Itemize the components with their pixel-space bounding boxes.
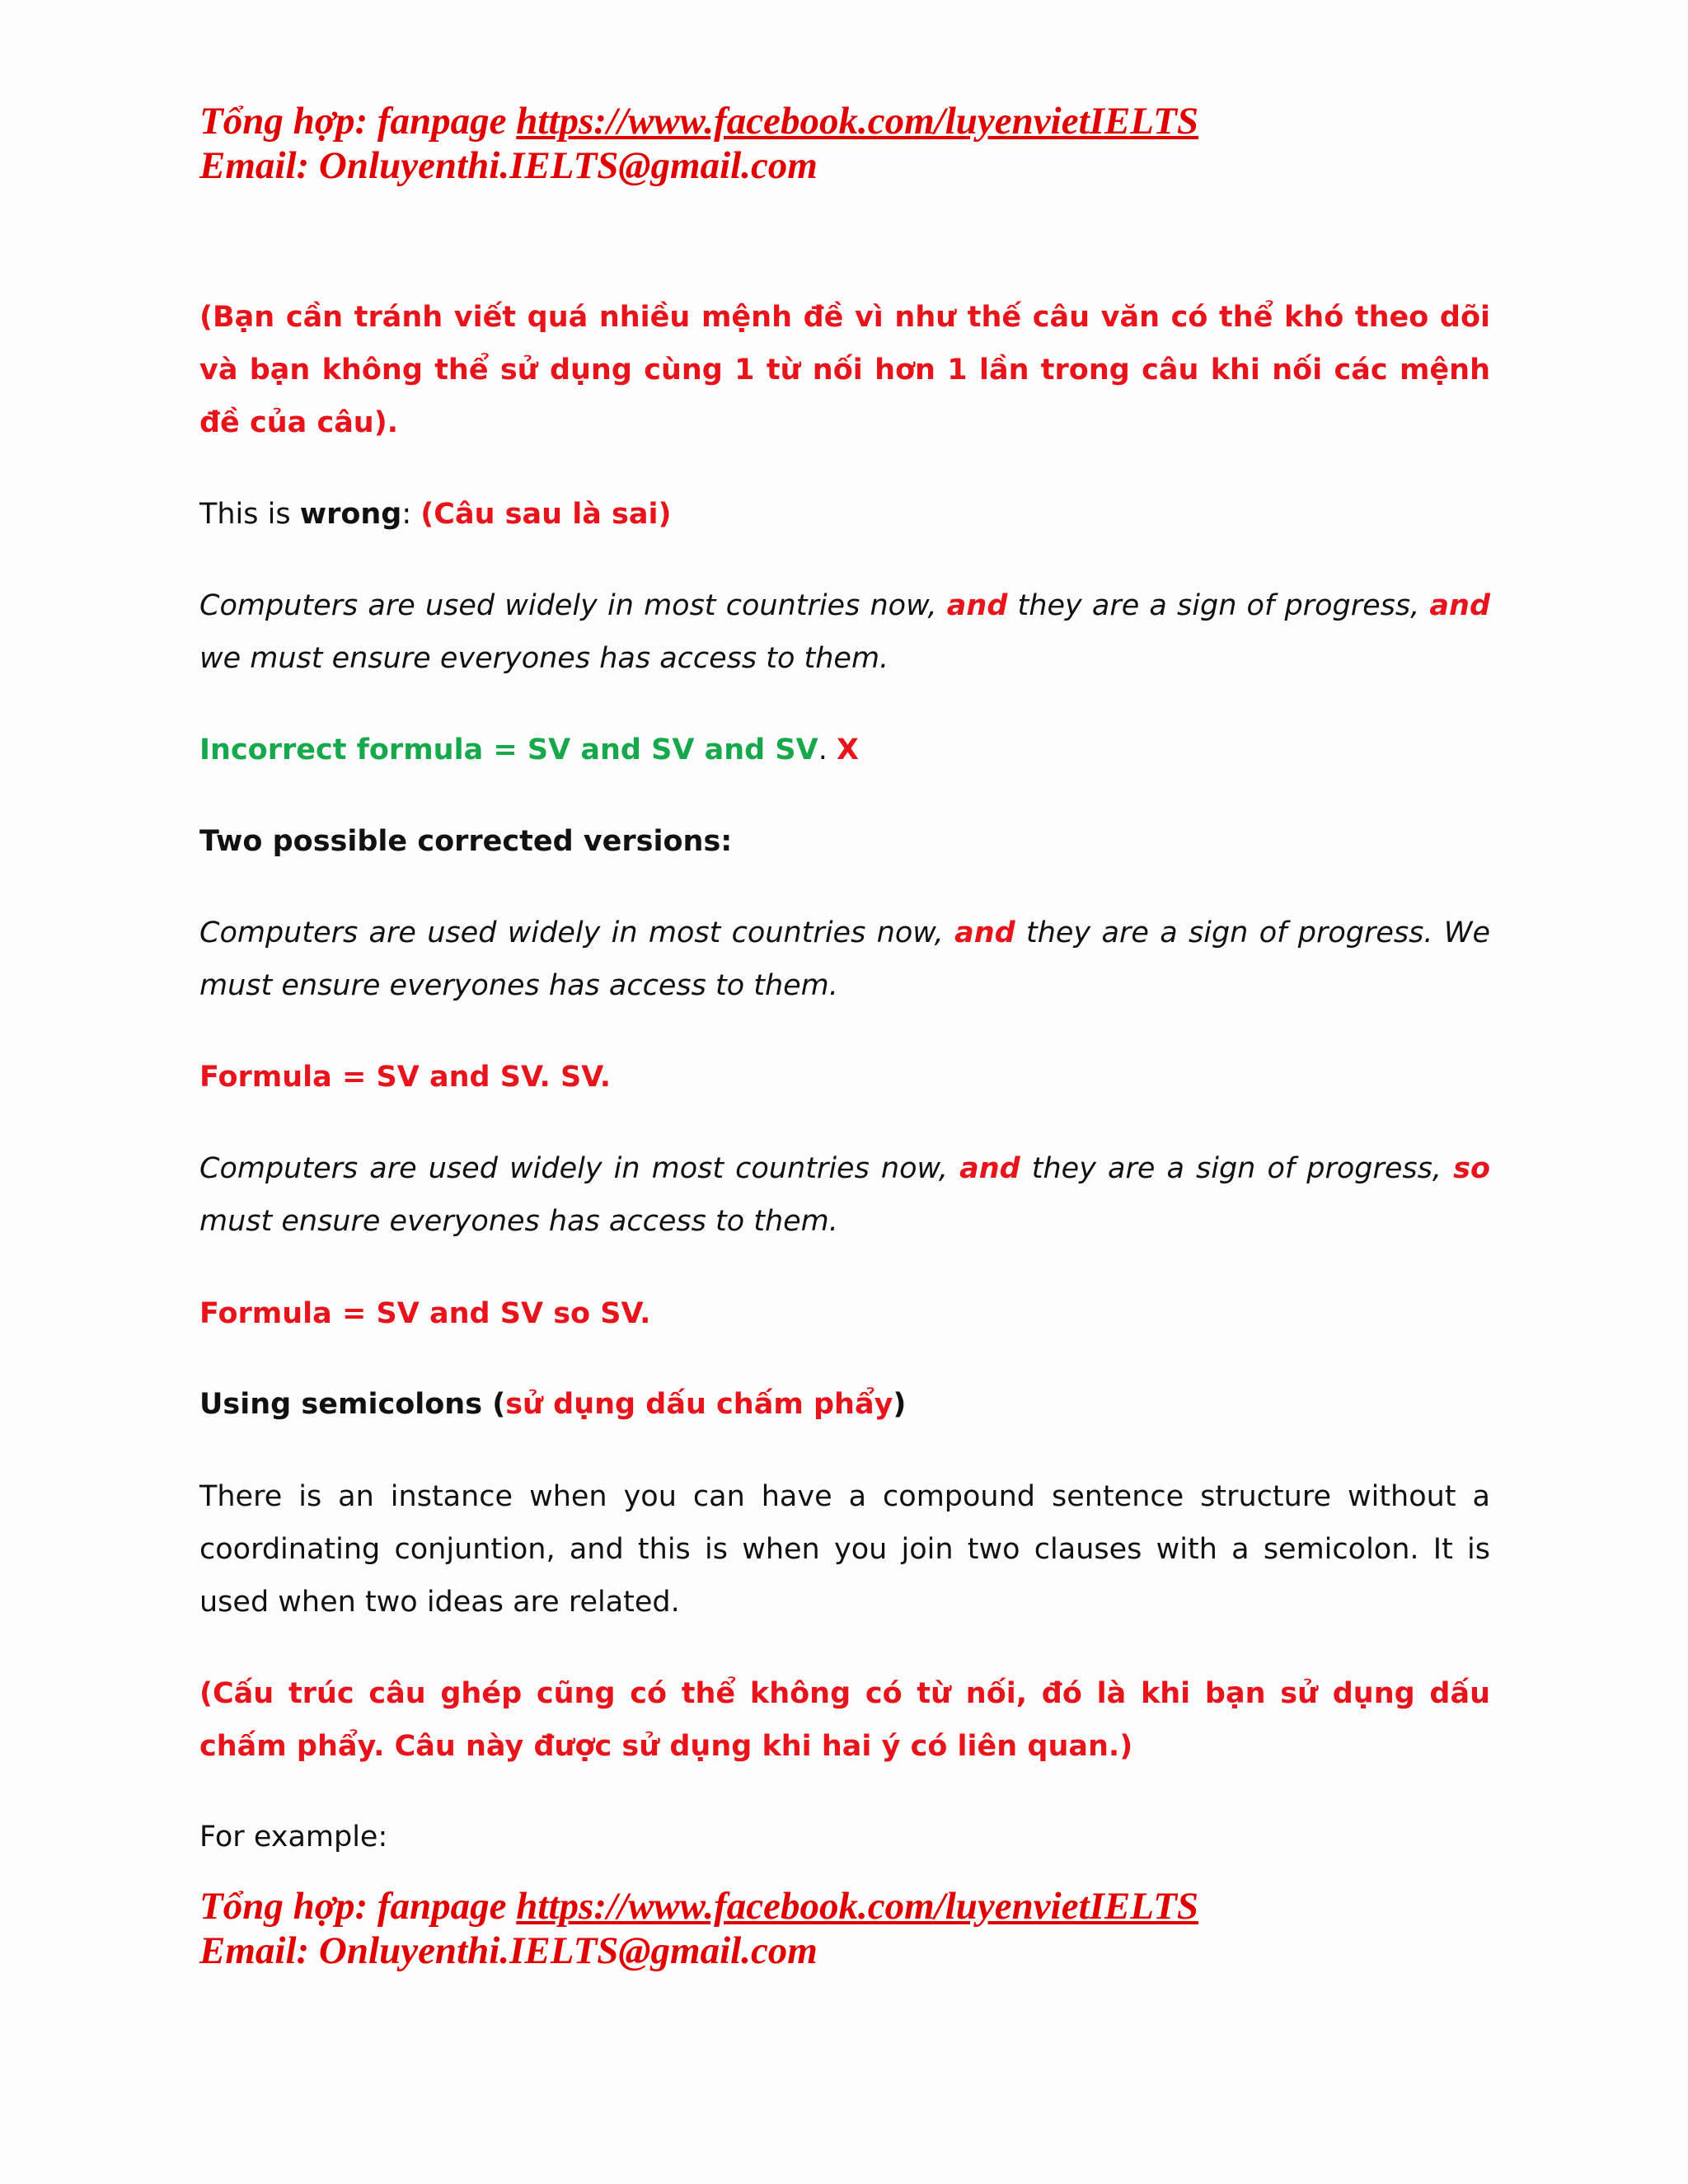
example1-part2: they are a sign of progress,: [1007, 589, 1430, 622]
semicolon-heading-block: [199, 1378, 1490, 1431]
wrong-vn: (Câu sau là sai): [420, 498, 672, 531]
example2-paragraph: [199, 907, 1490, 1012]
example3-part3: must ensure everyones has access to them.: [199, 1205, 838, 1238]
example1-paragraph: [199, 579, 1490, 685]
header-fanpage-prefix: Tổng hợp: fanpage: [199, 100, 517, 143]
footer-email-line: Email: Onluyenthi.IELTS@gmail.com: [199, 1929, 818, 1972]
header-block: [199, 99, 1490, 188]
footer-fanpage-prefix: Tổng hợp: fanpage: [199, 1885, 517, 1928]
semicolon-vn-block: [199, 1667, 1490, 1773]
semicolon-vn-paragraph: (Cấu trúc câu ghép cũng có thể không có từ nối, đó là khi bạn sử dụng dấu chấm phẩy. Câu này được sử dụng khi hai ý có liên quan.): [199, 1677, 1490, 1763]
wrong-colon: :: [401, 498, 421, 531]
example2-part2: they are a sign of progress. We must ensure everyones has access to them.: [199, 916, 1490, 1002]
example3-block: [199, 1142, 1490, 1248]
intro-vn-paragraph: (Bạn cần tránh viết quá nhiều mệnh đề vì như thế câu văn có thể khó theo dõi và bạn không thể sử dụng cùng 1 từ nối hơn 1 lần trong câu khi nối các mệnh đề của câu).: [199, 301, 1490, 439]
semicolon-heading: [199, 1378, 1490, 1431]
example2-and1: and: [954, 916, 1015, 949]
for-example-block: [199, 1811, 1490, 1863]
footer-fanpage-line: [199, 1884, 1490, 1929]
wrong-keyword: wrong: [299, 498, 402, 531]
two-versions-heading: Two possible corrected versions:: [199, 825, 733, 858]
header-email-line: Email: Onluyenthi.IELTS@gmail.com: [199, 144, 818, 187]
semicolon-para-block: [199, 1470, 1490, 1629]
intro-block: [199, 291, 1490, 449]
example3-part1: Computers are used widely in most countries now,: [199, 1152, 960, 1185]
incorrect-formula-line: [199, 724, 1490, 776]
example3-paragraph: [199, 1142, 1490, 1248]
formula2-block: [199, 1051, 1490, 1104]
example2-block: [199, 907, 1490, 1012]
example3-and1: and: [959, 1152, 1020, 1185]
footer-fanpage-link[interactable]: https://www.facebook.com/luyenvietIELTS: [516, 1885, 1198, 1928]
formula3-line: Formula = SV and SV so SV.: [199, 1297, 651, 1330]
incorrect-formula-block: [199, 724, 1490, 776]
example3-part2: they are a sign of progress,: [1020, 1152, 1454, 1185]
incorrect-formula-dot: .: [818, 733, 837, 766]
wrong-block: [199, 488, 1490, 541]
header-fanpage-link[interactable]: https://www.facebook.com/luyenvietIELTS: [516, 100, 1198, 143]
example1-part3: we must ensure everyones has access to them.: [199, 642, 889, 675]
wrong-prefix: This is: [199, 498, 300, 531]
example1-block: [199, 579, 1490, 685]
header-fanpage-line: [199, 99, 1490, 143]
two-versions-block: [199, 815, 1490, 868]
incorrect-formula-text: Incorrect formula = SV and SV and SV: [199, 733, 818, 766]
formula3-block: [199, 1287, 1490, 1340]
for-example-line: For example:: [199, 1821, 388, 1854]
example1-and2: and: [1429, 589, 1490, 622]
semicolon-paragraph: There is an instance when you can have a compound sentence structure without a coordinating conjuntion, and this is when you join two clauses with a semicolon. It is used when two ideas are related.: [199, 1480, 1490, 1619]
incorrect-formula-mark: X: [836, 733, 859, 766]
example1-part1: Computers are used widely in most countries now,: [199, 589, 947, 622]
example3-so: so: [1453, 1152, 1490, 1185]
wrong-line: [199, 488, 1490, 541]
example2-part1: Computers are used widely in most countries now,: [199, 916, 955, 949]
formula2-line: Formula = SV and SV. SV.: [199, 1061, 612, 1094]
semicolon-heading-en: Using semicolons (: [199, 1388, 506, 1421]
footer-block: [199, 1884, 1490, 1973]
example1-and1: and: [946, 589, 1008, 622]
semicolon-heading-vn: sử dụng dấu chấm phẩy: [505, 1388, 893, 1421]
semicolon-heading-close: ): [893, 1388, 907, 1421]
